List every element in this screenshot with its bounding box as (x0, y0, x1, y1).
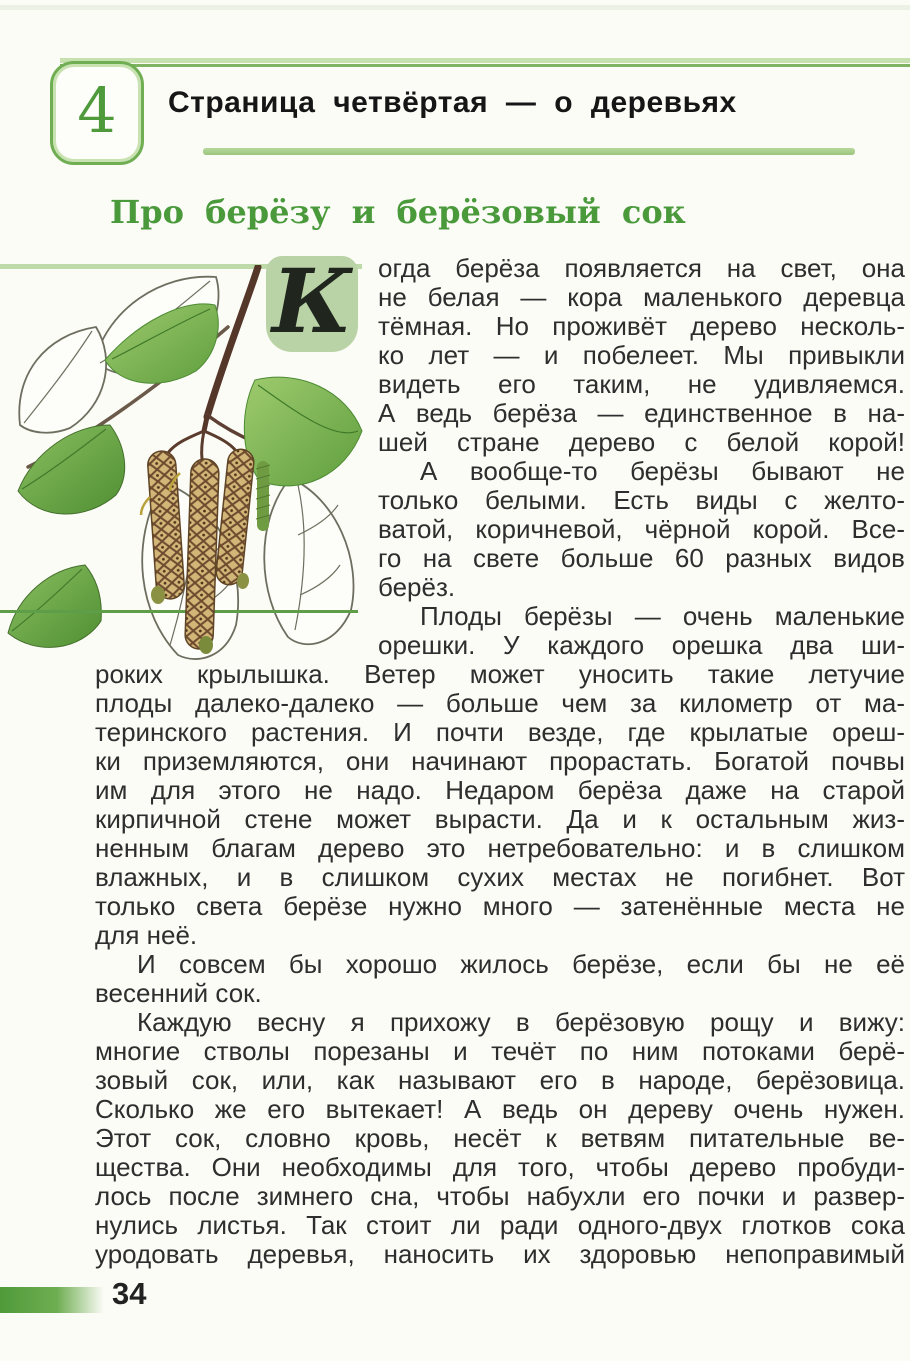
text-line: А ведь берёза — единственное в на- (378, 398, 905, 428)
body-text-wide-column (95, 660, 905, 1269)
text-line: влажных, и в слишком сухих местах не погибнет. Вот (95, 862, 905, 892)
header-rule (60, 58, 910, 67)
text-line: ки приземляются, они начинают прорастать. Богатой почвы (95, 746, 905, 776)
text-line: только света берёзе нужно много — затенённые места не (95, 891, 905, 921)
chapter-title: Страница четвёртая — о деревьях (168, 86, 737, 119)
title-underline-rule (203, 148, 855, 155)
text-line: А вообще-то берёзы бывают не (420, 456, 905, 486)
drop-cap (266, 249, 358, 353)
text-line: кирпичной стене может вырасти. Да и к остальным жиз- (95, 804, 905, 834)
text-line: им для этого не надо. Недаром берёза даже на старой (95, 775, 905, 805)
text-line: берёз. (378, 572, 456, 602)
chapter-number: 4 (77, 74, 117, 147)
text-line: Этот сок, словно кровь, несёт к ветвям питательные ве- (95, 1123, 905, 1153)
text-line: нулись листья. Так стоит ли ради одного-двух глотков сока (95, 1210, 905, 1240)
text-line: огда берёза появляется на свет, она (378, 253, 905, 283)
text-line: Сколько же его вытекает! А ведь он дереву очень нужен. (95, 1094, 905, 1124)
text-line: плоды далеко-далеко — больше чем за километр от ма- (95, 688, 905, 718)
text-line: зовый сок, или, как называют его в народе, берёзовица. (95, 1065, 905, 1095)
text-line: орешки. У каждого орешка два ши- (378, 630, 905, 660)
text-line: теринского растения. И почти везде, где крылатые ореш- (95, 717, 905, 747)
text-line: ватой, коричневой, чёрной корой. Все- (378, 514, 905, 544)
text-line: уродовать деревья, наносить их здоровью непоправимый (95, 1239, 905, 1269)
text-line: ненным благам дерево это нетребовательно: и в слишком (95, 833, 905, 863)
text-line: не белая — кора маленького деревца (378, 282, 905, 312)
body-text-narrow-column (378, 254, 905, 660)
text-line: тёмная. Но проживёт дерево несколь- (378, 311, 905, 341)
text-line: И совсем бы хорошо жилось берёзе, если бы не её (137, 949, 905, 979)
drop-cap-letter: К (271, 249, 353, 353)
text-line: лось после зимнего сна, чтобы набухли его почки и развер- (95, 1181, 905, 1211)
text-line: для неё. (95, 920, 198, 950)
page-number: 34 (112, 1276, 147, 1311)
text-line: роких крылышка. Ветер может уносить такие летучие (95, 659, 905, 689)
text-line: шей стране дерево с белой корой! (378, 427, 905, 457)
text-line: видеть его таким, не удивляемся. (378, 369, 905, 399)
text-line: Каждую весну я прихожу в берёзовую рощу и вижу: (137, 1007, 905, 1037)
text-line: Плоды берёзы — очень маленькие (420, 601, 905, 631)
text-line: го на свете больше 60 разных видов (378, 543, 905, 573)
text-line: многие стволы порезаны и течёт по ним потоками берё- (95, 1036, 905, 1066)
text-line: щества. Они необходимы для того, чтобы дерево пробуди- (95, 1152, 905, 1182)
footer-green-bar (0, 1287, 104, 1313)
text-line: ко лет — и побелеет. Мы привыкли (378, 340, 905, 370)
text-line: весенний сок. (95, 978, 262, 1008)
text-line: только белыми. Есть виды с желто- (378, 485, 905, 515)
scan-streak (0, 5, 910, 10)
chapter-number-badge (50, 61, 144, 165)
section-heading: Про берёзу и берёзовый сок (110, 193, 686, 231)
